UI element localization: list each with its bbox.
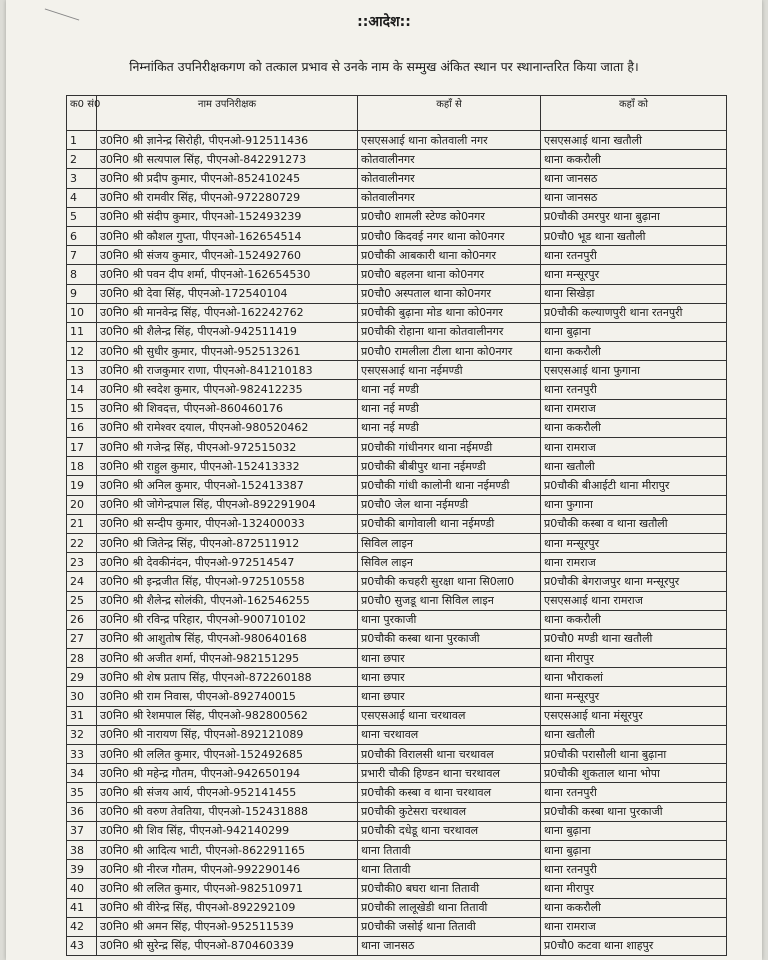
cell-from-location: प्र0चौ0 अस्पताल थाना को0नगर	[358, 284, 541, 303]
cell-officer-name: उ0नि0 श्री प्रदीप कुमार, पीएनओ-852410245	[97, 169, 358, 188]
cell-to-location: प्र0चौकी कल्याणपुरी थाना रतनपुरी	[541, 303, 727, 322]
cell-to-location: थाना ककरौली	[541, 342, 727, 361]
cell-officer-name: उ0नि0 श्री वीरेन्द्र सिंह, पीएनओ-892292109	[97, 898, 358, 917]
cell-serial: 6	[67, 226, 97, 245]
cell-from-location: थाना छपार	[358, 649, 541, 668]
table-row	[67, 840, 727, 859]
cell-officer-name: उ0नि0 श्री ललित कुमार, पीएनओ-152492685	[97, 745, 358, 764]
cell-to-location: थाना ककरौली	[541, 418, 727, 437]
table-header-row	[67, 96, 727, 131]
cell-to-location: प्र0चौकी परासौली थाना बुढ़ाना	[541, 745, 727, 764]
cell-to-location: थाना रामराज	[541, 553, 727, 572]
order-intro: निम्नांकित उपनिरीक्षकगण को तत्काल प्रभाव से उनके नाम के सम्मुख अंकित स्थान पर स्थानान्तरित किया जाता है।	[129, 59, 639, 74]
cell-from-location: प्र0चौकी बुढ़ाना मोड थाना को0नगर	[358, 303, 541, 322]
cell-to-location: थाना मीरापुर	[541, 649, 727, 668]
cell-officer-name: उ0नि0 श्री राहुल कुमार, पीएनओ-152413332	[97, 457, 358, 476]
cell-to-location: थाना रामराज	[541, 917, 727, 936]
cell-from-location: प्र0चौ0 रामलीला टीला थाना को0नगर	[358, 342, 541, 361]
cell-officer-name: उ0नि0 श्री सत्यपाल सिंह, पीएनओ-842291273	[97, 150, 358, 169]
cell-officer-name: उ0नि0 श्री महेन्द्र गौतम, पीएनओ-942650194	[97, 764, 358, 783]
cell-serial: 42	[67, 917, 97, 936]
cell-from-location: प्र0चौ0 जेल थाना नईमण्डी	[358, 495, 541, 514]
table-row	[67, 936, 727, 955]
cell-from-location: प्र0चौ0 सुजडू थाना सिविल लाइन	[358, 591, 541, 610]
table-row	[67, 495, 727, 514]
table-body	[67, 131, 727, 956]
cell-to-location: एसएसआई थाना फुगाना	[541, 361, 727, 380]
cell-serial: 26	[67, 610, 97, 629]
cell-serial: 14	[67, 380, 97, 399]
cell-from-location: एसएसआई थाना नईमण्डी	[358, 361, 541, 380]
cell-serial: 43	[67, 936, 97, 955]
cell-to-location: थाना ककरौली	[541, 150, 727, 169]
cell-from-location: एसएसआई थाना चरथावल	[358, 706, 541, 725]
cell-serial: 20	[67, 495, 97, 514]
cell-officer-name: उ0नि0 श्री रेशमपाल सिंह, पीएनओ-982800562	[97, 706, 358, 725]
cell-to-location: प्र0चौकी कस्बा थाना पुरकाजी	[541, 802, 727, 821]
cell-serial: 34	[67, 764, 97, 783]
table-row	[67, 361, 727, 380]
cell-officer-name: उ0नि0 श्री अजीत शर्मा, पीएनओ-982151295	[97, 649, 358, 668]
cell-from-location: प्र0चौकी विरालसी थाना चरथावल	[358, 745, 541, 764]
cell-from-location: प्र0चौकी रोहाना थाना कोतवालीनगर	[358, 322, 541, 341]
cell-serial: 27	[67, 629, 97, 648]
cell-serial: 10	[67, 303, 97, 322]
cell-to-location: थाना रतनपुरी	[541, 246, 727, 265]
cell-serial: 3	[67, 169, 97, 188]
cell-officer-name: उ0नि0 श्री सन्दीप कुमार, पीएनओ-132400033	[97, 514, 358, 533]
cell-officer-name: उ0नि0 श्री संजय कुमार, पीएनओ-152492760	[97, 246, 358, 265]
cell-to-location: थाना रतनपुरी	[541, 860, 727, 879]
cell-from-location: थाना नई मण्डी	[358, 418, 541, 437]
table-row	[67, 188, 727, 207]
cell-officer-name: उ0नि0 श्री स्वदेश कुमार, पीएनओ-982412235	[97, 380, 358, 399]
header-name: नाम उपनिरीक्षक	[97, 96, 358, 131]
cell-serial: 13	[67, 361, 97, 380]
cell-from-location: प्रभारी चौकी हिण्डन थाना चरथावल	[358, 764, 541, 783]
cell-serial: 19	[67, 476, 97, 495]
cell-serial: 32	[67, 725, 97, 744]
cell-officer-name: उ0नि0 श्री आदित्य भाटी, पीएनओ-862291165	[97, 840, 358, 859]
cell-to-location: एसएसआई थाना खतौली	[541, 131, 727, 150]
cell-from-location: प्र0चौ0 बहलना थाना को0नगर	[358, 265, 541, 284]
cell-officer-name: उ0नि0 श्री नारायण सिंह, पीएनओ-892121089	[97, 725, 358, 744]
cell-serial: 18	[67, 457, 97, 476]
cell-from-location: एसएसआई थाना कोतवाली नगर	[358, 131, 541, 150]
table-row	[67, 131, 727, 150]
cell-from-location: थाना नई मण्डी	[358, 380, 541, 399]
cell-serial: 36	[67, 802, 97, 821]
table-row	[67, 322, 727, 341]
cell-officer-name: उ0नि0 श्री राम निवास, पीएनओ-892740015	[97, 687, 358, 706]
cell-officer-name: उ0नि0 श्री ज्ञानेन्द्र सिरोही, पीएनओ-912511436	[97, 131, 358, 150]
cell-officer-name: उ0नि0 श्री शैलेन्द्र सोलंकी, पीएनओ-162546255	[97, 591, 358, 610]
table-row	[67, 725, 727, 744]
cell-from-location: थाना तितावी	[358, 840, 541, 859]
cell-to-location: थाना रामराज	[541, 399, 727, 418]
table-row	[67, 246, 727, 265]
cell-serial: 23	[67, 553, 97, 572]
table-row	[67, 687, 727, 706]
cell-from-location: कोतवालीनगर	[358, 188, 541, 207]
cell-from-location: प्र0चौ0 शामली स्टेण्ड को0नगर	[358, 207, 541, 226]
header-serial: क0 सं0	[67, 96, 97, 131]
table-row	[67, 457, 727, 476]
cell-from-location: थाना जानसठ	[358, 936, 541, 955]
table-row	[67, 150, 727, 169]
cell-to-location: थाना रतनपुरी	[541, 380, 727, 399]
cell-officer-name: उ0नि0 श्री गजेन्द्र सिंह, पीएनओ-972515032	[97, 438, 358, 457]
cell-serial: 28	[67, 649, 97, 668]
cell-to-location: थाना रामराज	[541, 438, 727, 457]
table-row	[67, 284, 727, 303]
cell-serial: 5	[67, 207, 97, 226]
cell-from-location: कोतवालीनगर	[358, 169, 541, 188]
table-row	[67, 399, 727, 418]
transfer-table	[66, 95, 727, 956]
cell-from-location: प्र0चौकी बीबीपुर थाना नईमण्डी	[358, 457, 541, 476]
table-row	[67, 438, 727, 457]
table-row	[67, 169, 727, 188]
cell-officer-name: उ0नि0 श्री शिव सिंह, पीएनओ-942140299	[97, 821, 358, 840]
cell-officer-name: उ0नि0 श्री राजकुमार राणा, पीएनओ-841210183	[97, 361, 358, 380]
cell-from-location: थाना छपार	[358, 668, 541, 687]
cell-officer-name: उ0नि0 श्री इन्द्रजीत सिंह, पीएनओ-972510558	[97, 572, 358, 591]
cell-to-location: थाना मीरापुर	[541, 879, 727, 898]
cell-to-location: प्र0चौकी बेगराजपुर थाना मन्सूरपुर	[541, 572, 727, 591]
table-row	[67, 610, 727, 629]
cell-officer-name: उ0नि0 श्री कौशल गुप्ता, पीएनओ-162654514	[97, 226, 358, 245]
cell-to-location: प्र0चौ0 मण्डी थाना खतौली	[541, 629, 727, 648]
cell-serial: 12	[67, 342, 97, 361]
cell-from-location: प्र0चौकी0 बघरा थाना तितावी	[358, 879, 541, 898]
cell-to-location: एसएसआई थाना रामराज	[541, 591, 727, 610]
cell-to-location: थाना बुढ़ाना	[541, 821, 727, 840]
cell-serial: 31	[67, 706, 97, 725]
cell-serial: 38	[67, 840, 97, 859]
cell-serial: 17	[67, 438, 97, 457]
cell-officer-name: उ0नि0 श्री अनिल कुमार, पीएनओ-152413387	[97, 476, 358, 495]
cell-serial: 22	[67, 533, 97, 552]
cell-from-location: प्र0चौकी बागोवाली थाना नईमण्डी	[358, 514, 541, 533]
table-row	[67, 572, 727, 591]
cell-serial: 9	[67, 284, 97, 303]
cell-to-location: थाना सिखेड़ा	[541, 284, 727, 303]
cell-to-location: थाना जानसठ	[541, 169, 727, 188]
cell-serial: 7	[67, 246, 97, 265]
cell-to-location: थाना ककरौली	[541, 610, 727, 629]
cell-serial: 8	[67, 265, 97, 284]
cell-to-location: थाना बुढ़ाना	[541, 322, 727, 341]
table-row	[67, 514, 727, 533]
cell-officer-name: उ0नि0 श्री रामेश्वर दयाल, पीएनओ-980520462	[97, 418, 358, 437]
table-row	[67, 418, 727, 437]
cell-to-location: थाना मन्सूरपुर	[541, 265, 727, 284]
cell-to-location: थाना रतनपुरी	[541, 783, 727, 802]
table-row	[67, 783, 727, 802]
cell-to-location: थाना फुगाना	[541, 495, 727, 514]
cell-to-location: थाना खतौली	[541, 457, 727, 476]
cell-serial: 16	[67, 418, 97, 437]
cell-from-location: प्र0चौकी कुटेसरा चरथावल	[358, 802, 541, 821]
cell-officer-name: उ0नि0 श्री आशुतोष सिंह, पीएनओ-980640168	[97, 629, 358, 648]
cell-officer-name: उ0नि0 श्री पवन दीप शर्मा, पीएनओ-162654530	[97, 265, 358, 284]
cell-to-location: थाना जानसठ	[541, 188, 727, 207]
cell-to-location: थाना बुढ़ाना	[541, 840, 727, 859]
cell-from-location: प्र0चौकी दधेडू थाना चरथावल	[358, 821, 541, 840]
table-row	[67, 802, 727, 821]
cell-from-location: कोतवालीनगर	[358, 150, 541, 169]
cell-to-location: थाना ककरौली	[541, 898, 727, 917]
cell-serial: 1	[67, 131, 97, 150]
cell-officer-name: उ0नि0 श्री ललित कुमार, पीएनओ-982510971	[97, 879, 358, 898]
cell-serial: 39	[67, 860, 97, 879]
cell-to-location: थाना भौराकलां	[541, 668, 727, 687]
cell-from-location: थाना चरथावल	[358, 725, 541, 744]
cell-officer-name: उ0नि0 श्री नीरज गौतम, पीएनओ-992290146	[97, 860, 358, 879]
table-row	[67, 917, 727, 936]
table-row	[67, 821, 727, 840]
cell-officer-name: उ0नि0 श्री जोगेन्द्रपाल सिंह, पीएनओ-892291904	[97, 495, 358, 514]
cell-officer-name: उ0नि0 श्री सुरेन्द्र सिंह, पीएनओ-870460339	[97, 936, 358, 955]
table-row	[67, 553, 727, 572]
cell-from-location: प्र0चौकी कस्बा थाना पुरकाजी	[358, 629, 541, 648]
cell-officer-name: उ0नि0 श्री सुधीर कुमार, पीएनओ-952513261	[97, 342, 358, 361]
table-row	[67, 649, 727, 668]
table-row	[67, 745, 727, 764]
cell-to-location: प्र0चौकी कस्बा व थाना खतौली	[541, 514, 727, 533]
cell-from-location: थाना छपार	[358, 687, 541, 706]
cell-officer-name: उ0नि0 श्री संदीप कुमार, पीएनओ-152493239	[97, 207, 358, 226]
table-row	[67, 265, 727, 284]
cell-serial: 41	[67, 898, 97, 917]
cell-from-location: प्र0चौकी लालूखेडी थाना तितावी	[358, 898, 541, 917]
table-row	[67, 706, 727, 725]
cell-officer-name: उ0नि0 श्री रविन्द्र परिहार, पीएनओ-900710102	[97, 610, 358, 629]
table-row	[67, 860, 727, 879]
cell-officer-name: उ0नि0 श्री रामवीर सिंह, पीएनओ-972280729	[97, 188, 358, 207]
cell-officer-name: उ0नि0 श्री संजय आर्य, पीएनओ-952141455	[97, 783, 358, 802]
cell-from-location: थाना नई मण्डी	[358, 399, 541, 418]
cell-to-location: प्र0चौ0 कटवा थाना शाहपुर	[541, 936, 727, 955]
table-row	[67, 898, 727, 917]
cell-serial: 24	[67, 572, 97, 591]
cell-serial: 4	[67, 188, 97, 207]
cell-from-location: थाना तितावी	[358, 860, 541, 879]
cell-officer-name: उ0नि0 श्री शैलेन्द्र सिंह, पीएनओ-942511419	[97, 322, 358, 341]
cell-from-location: थाना पुरकाजी	[358, 610, 541, 629]
cell-serial: 15	[67, 399, 97, 418]
cell-from-location: प्र0चौकी गांधीनगर थाना नईमण्डी	[358, 438, 541, 457]
table-row	[67, 764, 727, 783]
cell-to-location: थाना मन्सूरपुर	[541, 533, 727, 552]
cell-to-location: प्र0चौकी बीआईटी थाना मीरापुर	[541, 476, 727, 495]
table-row	[67, 476, 727, 495]
cell-officer-name: उ0नि0 श्री वरुण तेवतिया, पीएनओ-152431888	[97, 802, 358, 821]
header-from: कहाँ से	[358, 96, 541, 131]
table-row	[67, 342, 727, 361]
table-row	[67, 629, 727, 648]
cell-officer-name: उ0नि0 श्री शिवदत्त, पीएनओ-860460176	[97, 399, 358, 418]
cell-to-location: प्र0चौकी शुकताल थाना भोपा	[541, 764, 727, 783]
cell-serial: 33	[67, 745, 97, 764]
cell-officer-name: उ0नि0 श्री अमन सिंह, पीएनओ-952511539	[97, 917, 358, 936]
header-to: कहाँ को	[541, 96, 727, 131]
cell-officer-name: उ0नि0 श्री देवा सिंह, पीएनओ-172540104	[97, 284, 358, 303]
cell-from-location: प्र0चौकी जसोई थाना तितावी	[358, 917, 541, 936]
cell-from-location: प्र0चौकी आबकारी थाना को0नगर	[358, 246, 541, 265]
cell-officer-name: उ0नि0 श्री मानवेन्द्र सिंह, पीएनओ-162242762	[97, 303, 358, 322]
cell-to-location: प्र0चौकी उमरपुर थाना बुढ़ाना	[541, 207, 727, 226]
cell-from-location: प्र0चौ0 किदवई नगर थाना को0नगर	[358, 226, 541, 245]
table-row	[67, 879, 727, 898]
table-row	[67, 303, 727, 322]
cell-from-location: प्र0चौकी गांधी कालोनी थाना नईमण्डी	[358, 476, 541, 495]
cell-serial: 35	[67, 783, 97, 802]
cell-serial: 29	[67, 668, 97, 687]
cell-officer-name: उ0नि0 श्री जितेन्द्र सिंह, पीएनओ-872511912	[97, 533, 358, 552]
cell-serial: 40	[67, 879, 97, 898]
table-row	[67, 226, 727, 245]
cell-to-location: एसएसआई थाना मंसूरपुर	[541, 706, 727, 725]
table-row	[67, 207, 727, 226]
cell-serial: 25	[67, 591, 97, 610]
document-title: ::आदेश::	[357, 14, 411, 30]
cell-serial: 11	[67, 322, 97, 341]
cell-from-location: प्र0चौकी कस्बा व थाना चरथावल	[358, 783, 541, 802]
table-row	[67, 533, 727, 552]
cell-from-location: सिविल लाइन	[358, 553, 541, 572]
table-row	[67, 591, 727, 610]
table-row	[67, 380, 727, 399]
cell-from-location: प्र0चौकी कचहरी सुरक्षा थाना सि0ला0	[358, 572, 541, 591]
cell-to-location: प्र0चौ0 भूड थाना खतौली	[541, 226, 727, 245]
document-page	[6, 0, 762, 960]
cell-to-location: थाना खतौली	[541, 725, 727, 744]
cell-officer-name: उ0नि0 श्री शेष प्रताप सिंह, पीएनओ-872260188	[97, 668, 358, 687]
cell-serial: 21	[67, 514, 97, 533]
cell-serial: 30	[67, 687, 97, 706]
table-row	[67, 668, 727, 687]
cell-serial: 37	[67, 821, 97, 840]
cell-officer-name: उ0नि0 श्री देवकीनंदन, पीएनओ-972514547	[97, 553, 358, 572]
cell-serial: 2	[67, 150, 97, 169]
cell-to-location: थाना मन्सूरपुर	[541, 687, 727, 706]
cell-from-location: सिविल लाइन	[358, 533, 541, 552]
